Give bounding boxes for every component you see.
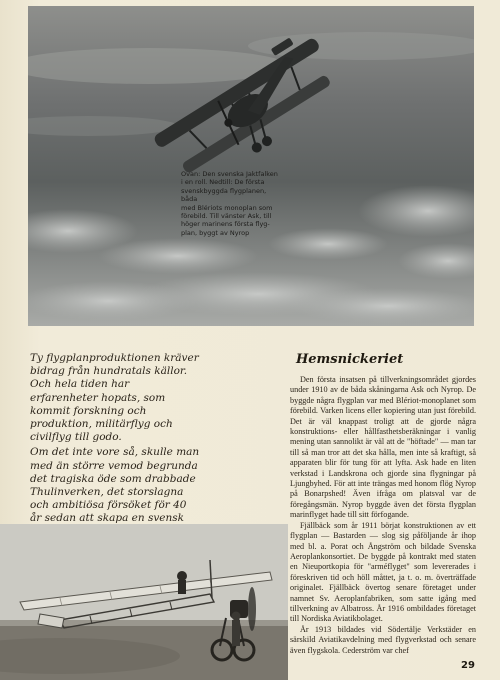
article-column <box>290 352 476 656</box>
caption-line: plan, byggt av Nyrop <box>181 228 250 237</box>
intro-paragraph: Ty flygplanproduktionen kräver bidrag från hundratals källor. Och hela tiden har erfarenheter hopats, som kommit forskning och produktion, militärflyg och civilflyg till godo. <box>30 352 199 444</box>
photo-biplane-in-flight <box>28 6 474 326</box>
article-body <box>290 375 476 656</box>
caption-line: svenskbyggda flygplanen, båda <box>181 186 267 204</box>
article-paragraph: Den första insatsen på tillverkningsområdet gjordes under 1910 av de båda skåningarna Ask och Nyrop. De byggde några flygplan var med Blériot-monoplanet som förebild. Varken licens eller kopiering utan just förebild. Det är väl knappast troligt att de gjorde några konstruktions- eller hållfasthetsberäkningar i vanlig mening utan sannolikt är väl att de "höftade" — man tar till så man tror att det ska hålla, men inte så kraftigt, så apparaten blir för tung för att lyfta. Ask hade en liten verkstad i Landskrona och gjorde sina flygningar på Ljungbyhed. För att inte trängas med honom flög Nyrop på Bonarpshed! Även ifråga om platsval var de föregångsmän. Nyrop byggde även det första flygplan marinflyget hade till sitt förfogande. <box>290 375 476 520</box>
section-heading: Hemsnickeriet <box>296 352 404 367</box>
monoplane-on-field-image <box>0 524 288 680</box>
caption-line: höger marinens första flyg- <box>181 220 270 229</box>
intro-paragraph: Om det inte vore så, skulle man med än större vemod begrunda det tragiska öde som drabbade Thulinverken, det storslagna och ambitiösa försöket för 40 år sedan att skapa en svensk <box>30 446 200 525</box>
caption-line: Ovan: Den svenska Jaktfalken <box>181 170 278 178</box>
caption-line: med Blériots monoplan som <box>181 203 273 212</box>
page-number: 29 <box>461 660 475 671</box>
photo-early-monoplane <box>0 524 288 680</box>
article-paragraph: År 1913 bildades vid Södertälje Verkstäder en särskild Aviatikavdelning med flygverkstad och senare även flygskola. Cederström var chef <box>290 624 476 655</box>
caption-line: i en roll. Nedtill: De första <box>181 178 265 187</box>
caption-line: förebild. Till vänster Ask, till <box>181 212 272 221</box>
photo-caption <box>181 170 283 237</box>
article-paragraph: Fjällbäck som år 1911 börjat konstruktionen av ett flygplan — Bastarden — slog sig påföljande år ihop med bl. a. Porat och Ångström och bildade Svenska Aeroplankonsortiet. De byggde på kontrakt med staten en Nieuportkopia för "arméflyget" som levererades i föreskriven tid och höll måttet, ja t. o. m. överträffade originalet. Fjällbäck övertog senare företaget under namnet Sv. Aeroplanfabriken, som satte igång med tillverkning av Albatross. År 1916 ombildades företaget till Nordiska Aviatikbolaget. <box>290 520 476 624</box>
biplane-over-clouds-image <box>28 6 474 326</box>
